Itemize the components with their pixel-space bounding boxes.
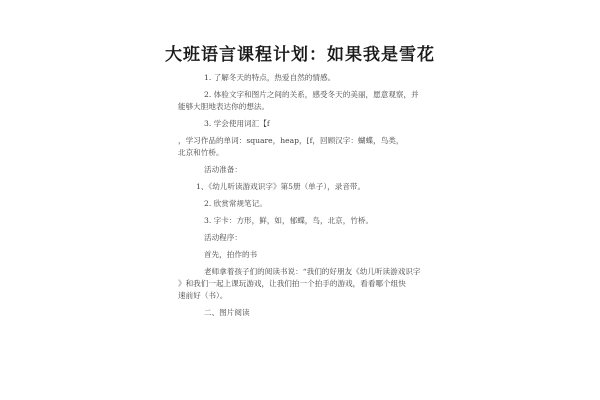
paragraph-line: 1. 了解冬天的特点，热爱自然的情感。 <box>204 73 336 82</box>
section-heading: 活动准备： <box>204 165 242 174</box>
paragraph-line: ，学习作品的单词：square，heap，[f，回顾汉字：蝴蝶，鸟类， <box>178 136 404 145</box>
paragraph-line: 1、《幼儿听读游戏识字》第5册（单子），录音带。 <box>196 182 366 191</box>
paragraph-line: 》和我们一起上课玩游戏，让我们拍一个拍手的游戏，看看哪个组快 <box>178 279 406 288</box>
paragraph-line: 首先，拍作的书 <box>204 250 258 259</box>
paragraph-line: 北京和竹桥。 <box>178 148 224 157</box>
paragraph-line: 3. 学会使用词汇【f <box>204 119 270 128</box>
paragraph-line: 2. 体验文字和图片之间的关系，感受冬天的美丽，愿意观察，并 <box>204 90 419 99</box>
paragraph-line: 速前好（书）。 <box>178 291 228 300</box>
document-body <box>178 72 428 319</box>
paragraph-line: 老师拿着孩子们的阅读书说：“我们的好朋友《幼儿听读游戏识字 <box>204 267 421 276</box>
paragraph-line: 3. 字卡：方形，鲜，如，郁蝶，鸟，北京，竹桥。 <box>204 216 374 225</box>
section-heading: 活动程序： <box>204 233 242 242</box>
paragraph-line: 能够大胆地表达你的想法。 <box>178 102 270 111</box>
paragraph-line: 2. 欣赏常规笔记。 <box>204 199 267 208</box>
section-heading: 二、图片阅读 <box>204 308 250 317</box>
document-title: 大班语言课程计划：如果我是雪花 <box>165 45 435 65</box>
